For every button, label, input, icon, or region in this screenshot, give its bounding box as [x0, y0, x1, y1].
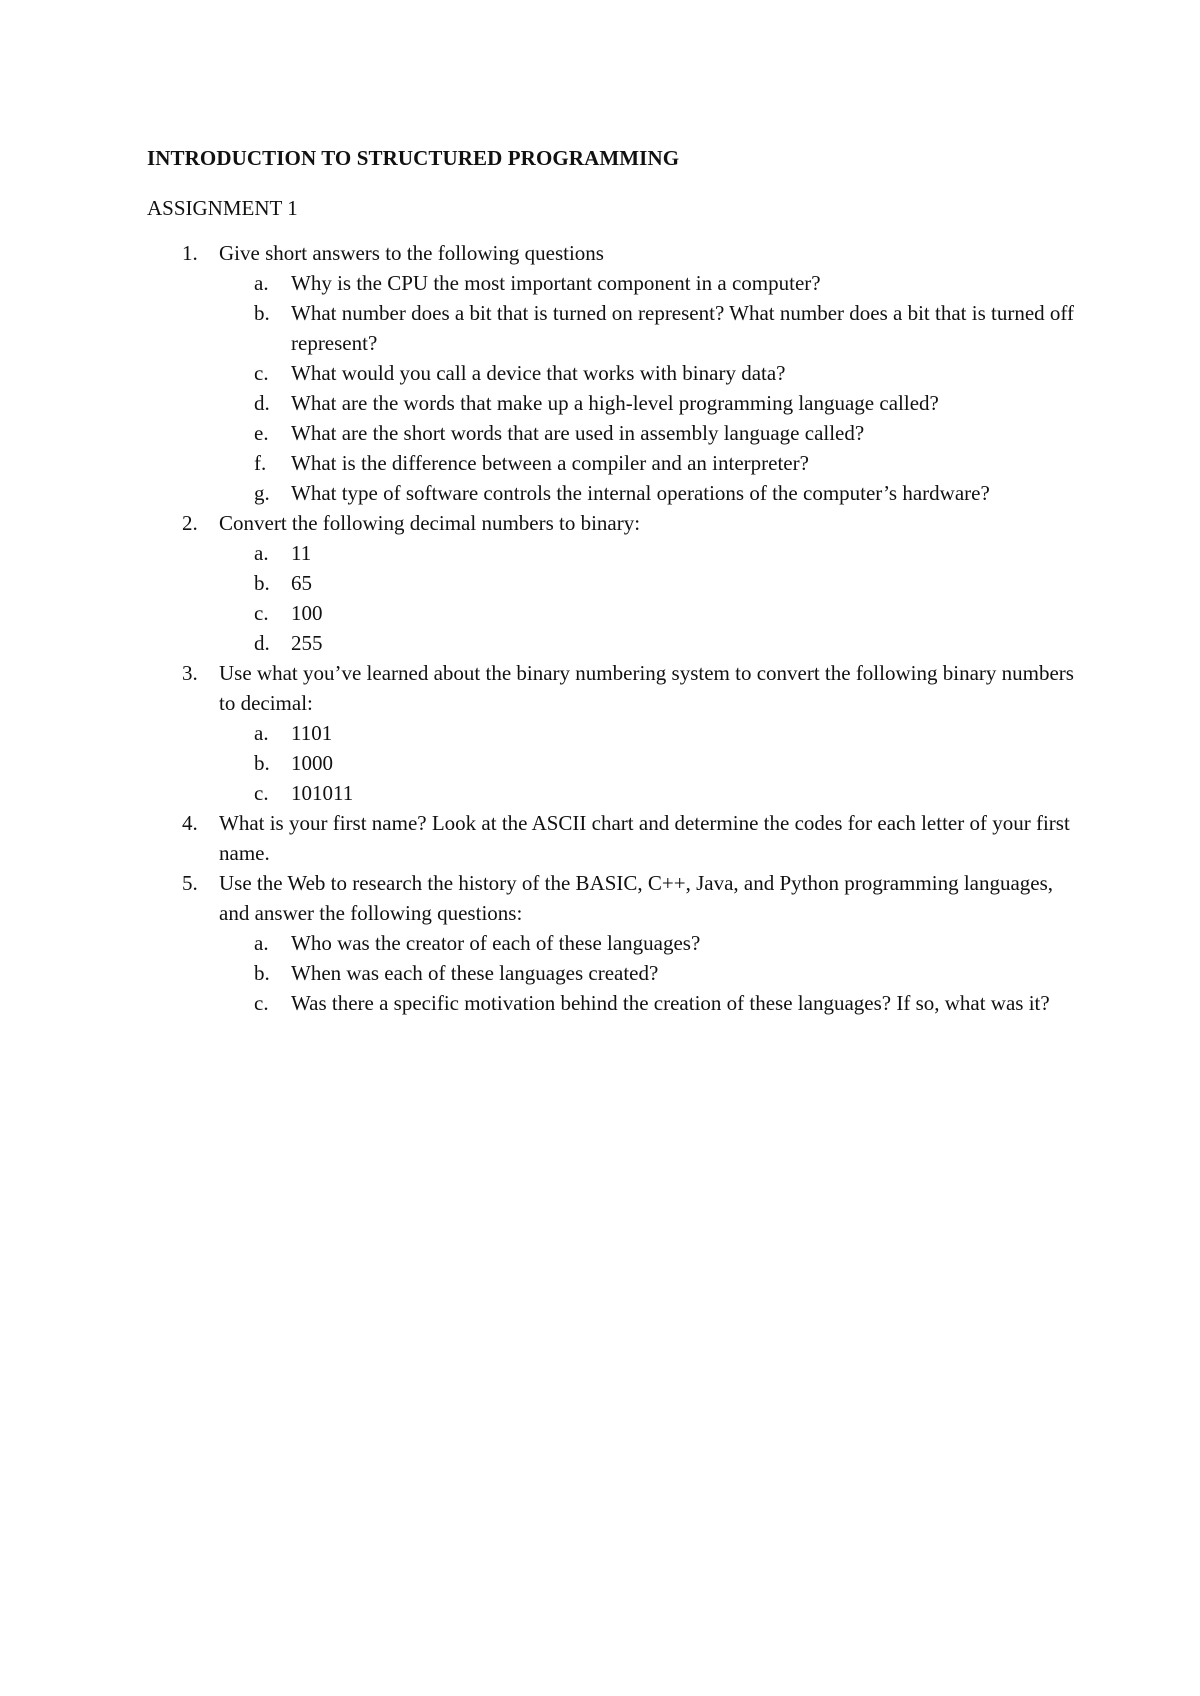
sub-question-list	[219, 718, 1077, 808]
question-number: 5.	[182, 871, 198, 895]
question-text: Give short answers to the following questions	[219, 241, 604, 265]
sub-question-text: 1000	[291, 751, 333, 775]
sub-question-item	[219, 568, 1077, 598]
sub-question-text: What are the short words that are used in assembly language called?	[291, 421, 865, 445]
sub-question-text: 101011	[291, 781, 354, 805]
question-text: What is your first name? Look at the ASCII chart and determine the codes for each letter of your first name.	[219, 811, 1070, 865]
assignment-label: ASSIGNMENT 1	[147, 196, 298, 220]
sub-question-letter: f.	[254, 451, 267, 475]
question-item	[147, 238, 1077, 508]
sub-question-item	[219, 418, 1077, 448]
question-text: Convert the following decimal numbers to binary:	[219, 511, 641, 535]
sub-question-list	[219, 928, 1077, 1018]
question-text: Use what you’ve learned about the binary numbering system to convert the following binary numbers to decimal:	[219, 661, 1074, 715]
sub-question-text: Who was the creator of each of these languages?	[291, 931, 701, 955]
sub-question-item	[219, 298, 1077, 358]
sub-question-letter: a.	[254, 541, 269, 565]
sub-question-list	[219, 268, 1077, 508]
sub-question-text: 65	[291, 571, 312, 595]
question-number: 4.	[182, 811, 198, 835]
sub-question-letter: d.	[254, 631, 270, 655]
sub-question-item	[219, 268, 1077, 298]
question-number: 2.	[182, 511, 198, 535]
question-item	[147, 508, 1077, 658]
sub-question-item	[219, 928, 1077, 958]
sub-question-text: What type of software controls the internal operations of the computer’s hardware?	[291, 481, 990, 505]
sub-question-letter: b.	[254, 961, 270, 985]
sub-question-item	[219, 988, 1077, 1018]
sub-question-letter: b.	[254, 301, 270, 325]
sub-question-item	[219, 538, 1077, 568]
sub-question-letter: c.	[254, 601, 269, 625]
question-number: 1.	[182, 241, 198, 265]
question-item	[147, 808, 1077, 868]
sub-question-list	[219, 538, 1077, 658]
sub-question-letter: b.	[254, 571, 270, 595]
sub-question-item	[219, 778, 1077, 808]
sub-question-text: What is the difference between a compiler and an interpreter?	[291, 451, 809, 475]
document-title: INTRODUCTION TO STRUCTURED PROGRAMMING	[147, 146, 680, 170]
sub-question-item	[219, 478, 1077, 508]
sub-question-text: What are the words that make up a high-level programming language called?	[291, 391, 939, 415]
sub-question-text: Was there a specific motivation behind the creation of these languages? If so, what was it?	[291, 991, 1050, 1015]
sub-question-item	[219, 748, 1077, 778]
sub-question-text: When was each of these languages created?	[291, 961, 659, 985]
question-number: 3.	[182, 661, 198, 685]
sub-question-item	[219, 718, 1077, 748]
sub-question-letter: a.	[254, 721, 269, 745]
question-item	[147, 868, 1077, 1018]
sub-question-item	[219, 628, 1077, 658]
sub-question-letter: g.	[254, 481, 270, 505]
sub-question-item	[219, 958, 1077, 988]
sub-question-text: What number does a bit that is turned on represent? What number does a bit that is turned off represent?	[291, 301, 1075, 355]
sub-question-text: Why is the CPU the most important component in a computer?	[291, 271, 821, 295]
sub-question-item	[219, 448, 1077, 478]
sub-question-text: What would you call a device that works with binary data?	[291, 361, 786, 385]
sub-question-item	[219, 358, 1077, 388]
sub-question-letter: c.	[254, 781, 269, 805]
question-list	[147, 238, 1077, 1018]
sub-question-letter: e.	[254, 421, 269, 445]
question-item	[147, 658, 1077, 808]
sub-question-letter: a.	[254, 271, 269, 295]
sub-question-letter: c.	[254, 361, 269, 385]
sub-question-text: 255	[291, 631, 323, 655]
sub-question-text: 11	[291, 541, 312, 565]
document-body	[147, 143, 1077, 1018]
sub-question-letter: a.	[254, 931, 269, 955]
sub-question-letter: c.	[254, 991, 269, 1015]
sub-question-item	[219, 598, 1077, 628]
sub-question-text: 100	[291, 601, 323, 625]
sub-question-item	[219, 388, 1077, 418]
question-text: Use the Web to research the history of the BASIC, C++, Java, and Python programming languages, and answer the following questions:	[219, 871, 1054, 925]
sub-question-letter: d.	[254, 391, 270, 415]
sub-question-letter: b.	[254, 751, 270, 775]
sub-question-text: 1101	[291, 721, 333, 745]
